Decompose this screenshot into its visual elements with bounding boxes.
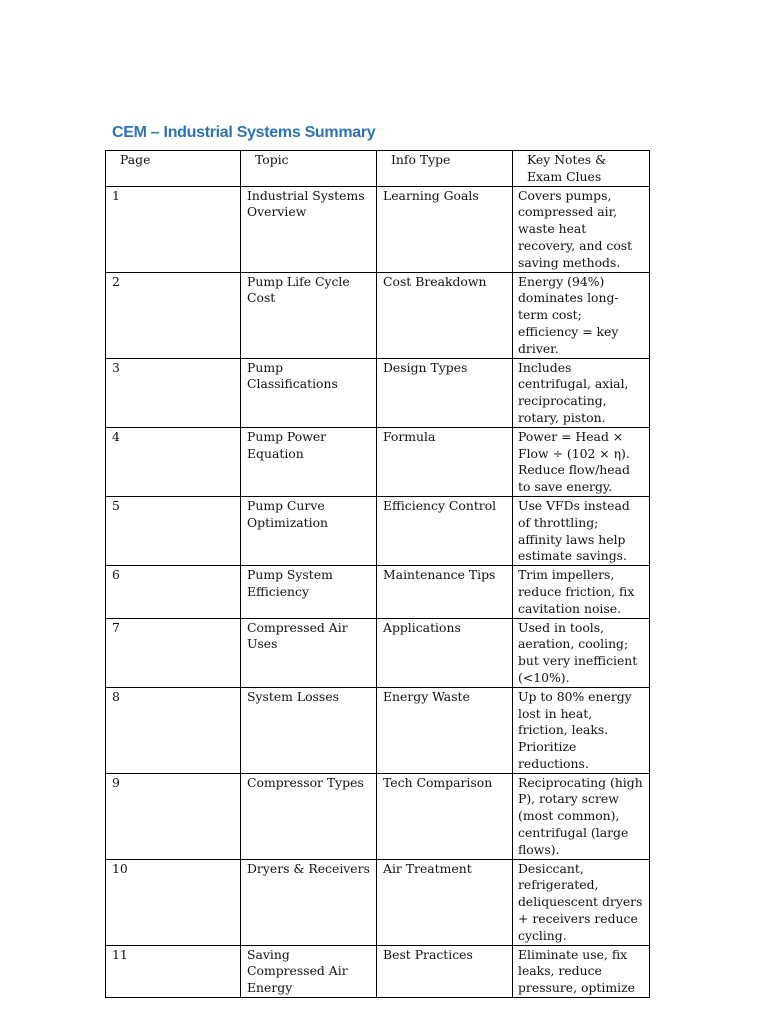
cell-info-type: Energy Waste [377,687,513,773]
table-row [106,272,650,358]
table-row [106,566,650,618]
cell-topic: Pump Life Cycle Cost [241,272,377,358]
cell-info-type: Tech Comparison [377,773,513,859]
table-row [106,496,650,565]
cell-page: 10 [106,859,241,945]
cell-page: 9 [106,773,241,859]
cell-topic: Dryers & Receivers [241,859,377,945]
cell-info-type: Design Types [377,358,513,427]
cell-info-type: Formula [377,427,513,496]
cell-page: 7 [106,618,241,687]
cell-page: 11 [106,945,241,997]
cell-topic: System Losses [241,687,377,773]
document-title: CEM – Industrial Systems Summary [112,124,376,141]
cell-page: 4 [106,427,241,496]
cell-info-type: Best Practices [377,945,513,997]
cell-page: 8 [106,687,241,773]
cell-key-notes: Desiccant, refrigerated, deliquescent dryers + receivers reduce cycling. [513,859,650,945]
column-header-topic: Topic [241,151,377,187]
cell-topic: Pump System Efficiency [241,566,377,618]
cell-topic: Compressor Types [241,773,377,859]
cell-info-type: Applications [377,618,513,687]
column-header-info-type: Info Type [377,151,513,187]
cell-info-type: Cost Breakdown [377,272,513,358]
cell-key-notes: Reciprocating (high P), rotary screw (most common), centrifugal (large flows). [513,773,650,859]
cell-page: 5 [106,496,241,565]
cell-page: 1 [106,186,241,272]
cell-key-notes: Trim impellers, reduce friction, fix cavitation noise. [513,566,650,618]
table-header-row [106,151,650,187]
table-row [106,358,650,427]
cell-key-notes: Energy (94%) dominates long-term cost; efficiency = key driver. [513,272,650,358]
cell-topic: Industrial Systems Overview [241,186,377,272]
table-row [106,859,650,945]
cell-topic: Pump Curve Optimization [241,496,377,565]
summary-table [105,150,650,998]
cell-key-notes: Up to 80% energy lost in heat, friction, leaks. Prioritize reductions. [513,687,650,773]
table-row [106,773,650,859]
column-header-page: Page [106,151,241,187]
cell-key-notes: Eliminate use, fix leaks, reduce pressure, optimize [513,945,650,997]
cell-topic: Saving Compressed Air Energy [241,945,377,997]
cell-info-type: Efficiency Control [377,496,513,565]
column-header-key-notes: Key Notes & Exam Clues [513,151,650,187]
cell-info-type: Air Treatment [377,859,513,945]
cell-page: 3 [106,358,241,427]
table-row [106,618,650,687]
cell-page: 6 [106,566,241,618]
cell-key-notes: Power = Head × Flow ÷ (102 × η). Reduce flow/head to save energy. [513,427,650,496]
cell-topic: Pump Power Equation [241,427,377,496]
cell-info-type: Learning Goals [377,186,513,272]
cell-info-type: Maintenance Tips [377,566,513,618]
table-row [106,945,650,997]
cell-topic: Pump Classifications [241,358,377,427]
table-row [106,687,650,773]
table-row [106,186,650,272]
cell-topic: Compressed Air Uses [241,618,377,687]
cell-key-notes: Includes centrifugal, axial, reciprocating, rotary, piston. [513,358,650,427]
cell-key-notes: Use VFDs instead of throttling; affinity laws help estimate savings. [513,496,650,565]
table-row [106,427,650,496]
cell-key-notes: Used in tools, aeration, cooling; but very inefficient (<10%). [513,618,650,687]
cell-key-notes: Covers pumps, compressed air, waste heat recovery, and cost saving methods. [513,186,650,272]
cell-page: 2 [106,272,241,358]
